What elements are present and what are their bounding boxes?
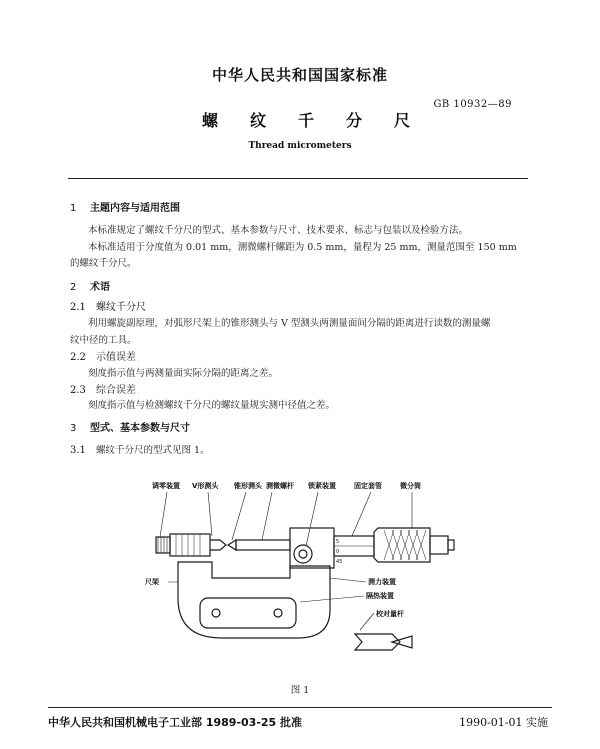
- document-title-english: Thread micrometers: [248, 141, 352, 151]
- section-1-para2-line2: 的螺纹千分尺。: [70, 258, 137, 269]
- section-2-1-heading: [70, 298, 146, 313]
- section-3-1-text: 螺纹千分尺的型式见图 1。: [96, 445, 210, 456]
- label-gauge-rod: 校对量杆: [376, 610, 404, 618]
- section-3-title: 型式、基本参数与尺寸: [90, 423, 190, 434]
- scale-mark-45: 45: [336, 559, 343, 565]
- section-1-para2-line1: 本标准适用于分度值为 0.01 mm，测微螺杆螺距为 0.5 mm，量程为 25 mm，测量范围至 150 mm: [88, 242, 517, 253]
- thread-micrometer-figure: [0, 470, 600, 675]
- label-v-anvil: V形测头: [192, 482, 219, 490]
- section-2-2-title: 示值误差: [96, 352, 136, 363]
- section-2-2-line1: 刻度指示值与两测量面实际分隔的距离之差。: [88, 368, 279, 379]
- v-anvil: [210, 540, 226, 550]
- section-3-1-number: 3.1: [70, 445, 86, 456]
- section-3-heading: [70, 419, 190, 434]
- section-1-number: 1: [70, 203, 77, 214]
- section-2-1-title: 螺纹千分尺: [96, 302, 146, 313]
- section-3-number: 3: [70, 423, 77, 434]
- implementation-date: 1990-01-01 实施: [459, 716, 548, 729]
- section-2-2-heading: [70, 348, 136, 363]
- section-2-3-title: 综合误差: [96, 385, 136, 396]
- section-2-1-number: 2.1: [70, 302, 86, 313]
- label-adjust-device: 调零装置: [152, 482, 180, 490]
- ratchet: [430, 536, 448, 554]
- section-1-heading: [70, 199, 180, 214]
- standard-title: 中华人民共和国国家标准: [211, 66, 388, 84]
- section-2-number: 2: [70, 282, 77, 293]
- section-2-3-line1: 刻度指示值与检测螺纹千分尺的螺纹量规实测中径值之差。: [88, 400, 336, 411]
- section-2-2-number: 2.2: [70, 352, 86, 363]
- frame-outline: [178, 562, 330, 638]
- cone-anvil: [228, 540, 236, 550]
- document-title: 螺纹千分尺: [201, 111, 442, 130]
- insulation-screw-right: [274, 609, 282, 617]
- section-2-3-number: 2.3: [70, 385, 86, 396]
- scale-mark-5: 5: [336, 539, 340, 545]
- section-3-1-line: [70, 442, 210, 456]
- section-2-title: 术语: [90, 282, 110, 293]
- standard-number: GB 10932—89: [433, 99, 512, 110]
- label-lock: 锁紧装置: [308, 482, 336, 490]
- label-cone-anvil: 锥形测头: [234, 482, 262, 490]
- spindle: [236, 540, 290, 550]
- approval-line: 中华人民共和国机械电子工业部 1989-03-25 批准: [48, 716, 303, 729]
- label-spindle: 测微螺杆: [266, 482, 294, 490]
- section-2-3-heading: [70, 381, 136, 396]
- footer-rule: [48, 707, 552, 708]
- section-1-title: 主题内容与适用范围: [90, 203, 180, 214]
- thimble: [374, 528, 430, 562]
- section-2-1-line1: 利用螺旋副原理，对弧形尺架上的锥形测头与 V 型测头两测量面间分隔的距离进行读数的测量螺: [88, 318, 491, 329]
- insulation-screw-left: [212, 609, 220, 617]
- lock-ring: [294, 545, 312, 563]
- label-ratchet: 测力装置: [368, 578, 396, 586]
- figure-caption: 图 1: [290, 685, 310, 696]
- header-rule: [68, 178, 528, 179]
- section-1-para1: 本标准规定了螺纹千分尺的型式、基本参数与尺寸、技术要求、标志与包装以及检验方法。: [88, 225, 469, 236]
- scale-mark-0: 0: [336, 549, 340, 555]
- label-sleeve: 固定套管: [354, 482, 382, 490]
- label-insulation: 隔热装置: [366, 592, 394, 600]
- label-frame: 尺架: [145, 578, 159, 586]
- label-thimble: 微分筒: [400, 482, 421, 490]
- section-2-heading: [70, 278, 110, 293]
- section-2-1-line2: 纹中径的工具。: [70, 335, 137, 346]
